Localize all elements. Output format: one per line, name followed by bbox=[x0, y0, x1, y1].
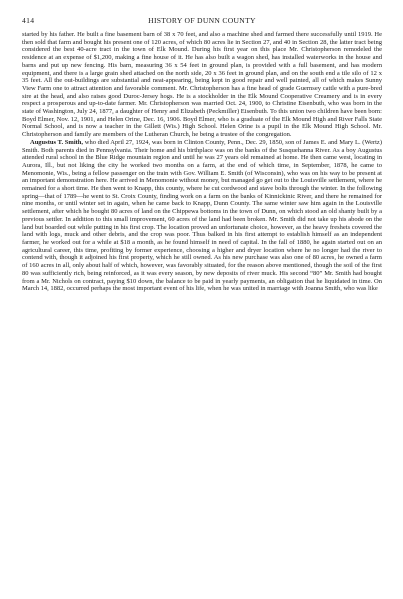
book-page bbox=[22, 16, 382, 293]
biography-subject-name: Augustus T. Smith, bbox=[30, 138, 84, 146]
running-title: HISTORY OF DUNN COUNTY bbox=[148, 16, 256, 25]
page-number: 414 bbox=[22, 16, 35, 25]
paragraph-christopherson bbox=[22, 31, 382, 139]
paragraph-text: started by his father. He built a fine basement barn of 38 x 70 feet, and also a machine shed and farmed there successfully until 1919. He then sold that farm and bought his present one of 120 acres, of which 80 acres lie in Section 27, and 40 in Section 28, the latter tract being considered the best 40-acre tract in the town of Elk Mound. During his first year on this place Mr. Christopherson remodeled the residence at an expense of $1,200, making a fine house of it. He has also built a wagon shed, has installed waterworks in the house and barns and put up new fencing. His barn, measuring 36 x 54 feet in ground plan, is provided with a full basement, and has modern equipment, and there is a large grain shed attached on the north side, 20 x 36 feet in ground plan, and on the south end a tile silo of 12 x 35 feet. All the out-buildings are substantial and neat-appearing, being kept in good repair and well painted, all of which makes Sunny View Farm one to attract attention and favorable comment. Mr. Christopherson has a fine head of grade Guernsey cattle with a pure-bred sire at the head, and also raises good Duroc-Jersey hogs. He is a stockholder in the Elk Mound Cooperative Creamery and is in every respect a prosperous and up-to-date farmer. Mr. Christopherson was married Oct. 24, 1900, to Christine Eisenbuth, who was born in the state of Washington, July 24, 1877, a daughter of Henry and Elizabeth (Peckmiller) Eisenbuth. To this union two children have been born: Boyd Elmer, Nov. 12, 1901, and Helen Orine, Dec. 16, 1906. Boyd Elmer, who is a graduate of the Elk Mound High and River Falls State Normal School, and is now a teacher in the Gillett (Wis.) High School. Helen Orine is a pupil in the Elk Mound High School. Mr. Christopherson and family are members of the Lutheran Church, he being a trustee of the congregation. bbox=[22, 31, 382, 139]
paragraph-text: who died April 27, 1924, was born in Clinton County, Penn., Dec. 29, 1850, son of James E. and Mary L. (Wertz) Smith. Both parents died in Pennsylvania. Their home and his birthplace was on the banks of the Susquehanna River. As a boy Augustus attended rural school in the Blue Ridge mountain region and until he was 27 years old remained at home. He then came west, locating in Aurora, Ill., but not liking the city he worked two months on a farm, at the end of which time, in September, 1878, he came to Menomonie, Wis., being a fellow passenger on the train with Gov. William E. Smith (of Wisconsin), who was on his way to be present at an important demonstration here. He arrived in Menomonie without money, but managed go get out to the Louisville settlement, where he remained for a short time. He then went to Knapp, this county, where he cut cordwood and stave bolts through the winter. In the following spring—that of 1789—he went to St. Croix County, finding work on a farm on the banks of Kinnickinic River, and there he remained for nine months, or until winter set in again, when he came back to Knapp, Dunn County. The same winter saw him again in the Louisville settlement, after which he bought 80 acres of land on the Chippewa bottoms in the town of Dunn, on which stood an old shanty built by a previous settler. In addition to this small improvement, 60 acres of the land had been broken. Mr. Smith did not take up his abode on the land but boarded out while putting in his first crop. The location proved an unfortunate choice, however, as the heavy freshets covered the land with logs, muck and other debris, and the crop was poor. Thus balked in his first attempt to establish himself as an independent farmer, he worked out for a while at $18 a month, as he found himself in need of capital. In the fall of 1880, he again started out on an agricultural career, this time, profiting by former experience, choosing a higher and dryer location where he no longer had the river to contend with, though it adjoined his first property, which he still owned. As his new purchase was also one of 80 acres, he owned a farm of 160 acres in all, only about half of which, however, was favorably situated, for the reason above mentioned, though the soil of the first 80 was sufficiently rich, being reinforced, as it was every season, by new deposits of river muck. His second “80” Mr. Smith had bought from a Mr. Nichols on contract, paying $10 down, the balance to be paid in yearly payments, an obligation that he liquidated in time. On March 14, 1882, occurred perhaps the most important event of his life, when he was united in marriage with Joanna Smith, who was like bbox=[22, 138, 382, 293]
page-header bbox=[22, 16, 382, 28]
body-text bbox=[22, 31, 382, 293]
paragraph-smith bbox=[22, 139, 382, 293]
